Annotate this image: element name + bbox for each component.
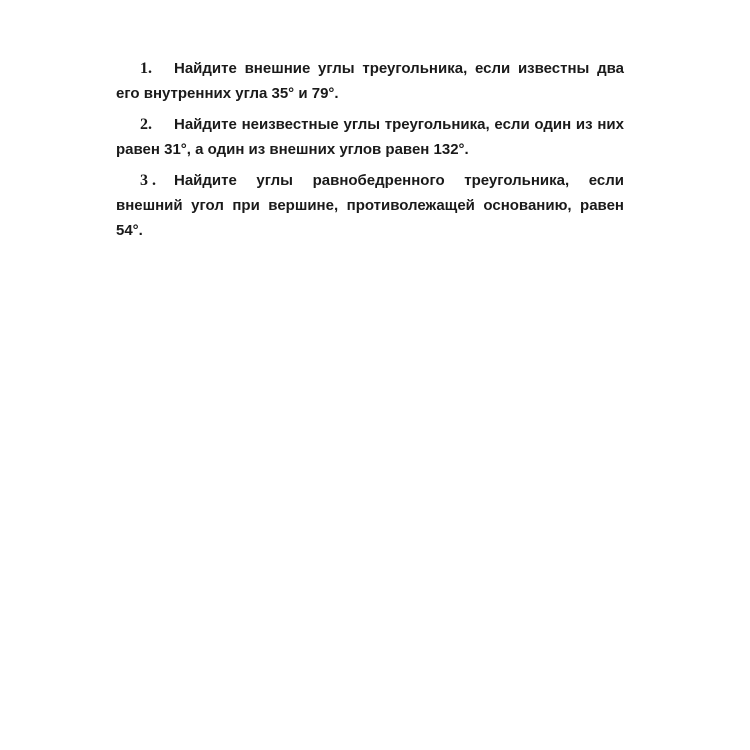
- problem-2: [116, 112, 624, 162]
- problem-number: 3 .: [140, 172, 156, 189]
- problem-number: 1.: [140, 60, 152, 77]
- problem-3: [116, 168, 624, 243]
- problem-text: Найдите неизвестные углы треугольника, если один из них равен 31°, а один из внешних углов равен 132°.: [116, 116, 624, 158]
- problem-number: 2.: [140, 116, 152, 133]
- problem-list: [116, 56, 624, 249]
- problem-text: Найдите углы равнобедренного треугольника, если внешний угол при вершине, противолежащей основанию, равен 54°.: [116, 172, 624, 239]
- problem-1: [116, 56, 624, 106]
- problem-text: Найдите внешние углы треугольника, если известны два его внутренних угла 35° и 79°.: [116, 60, 624, 102]
